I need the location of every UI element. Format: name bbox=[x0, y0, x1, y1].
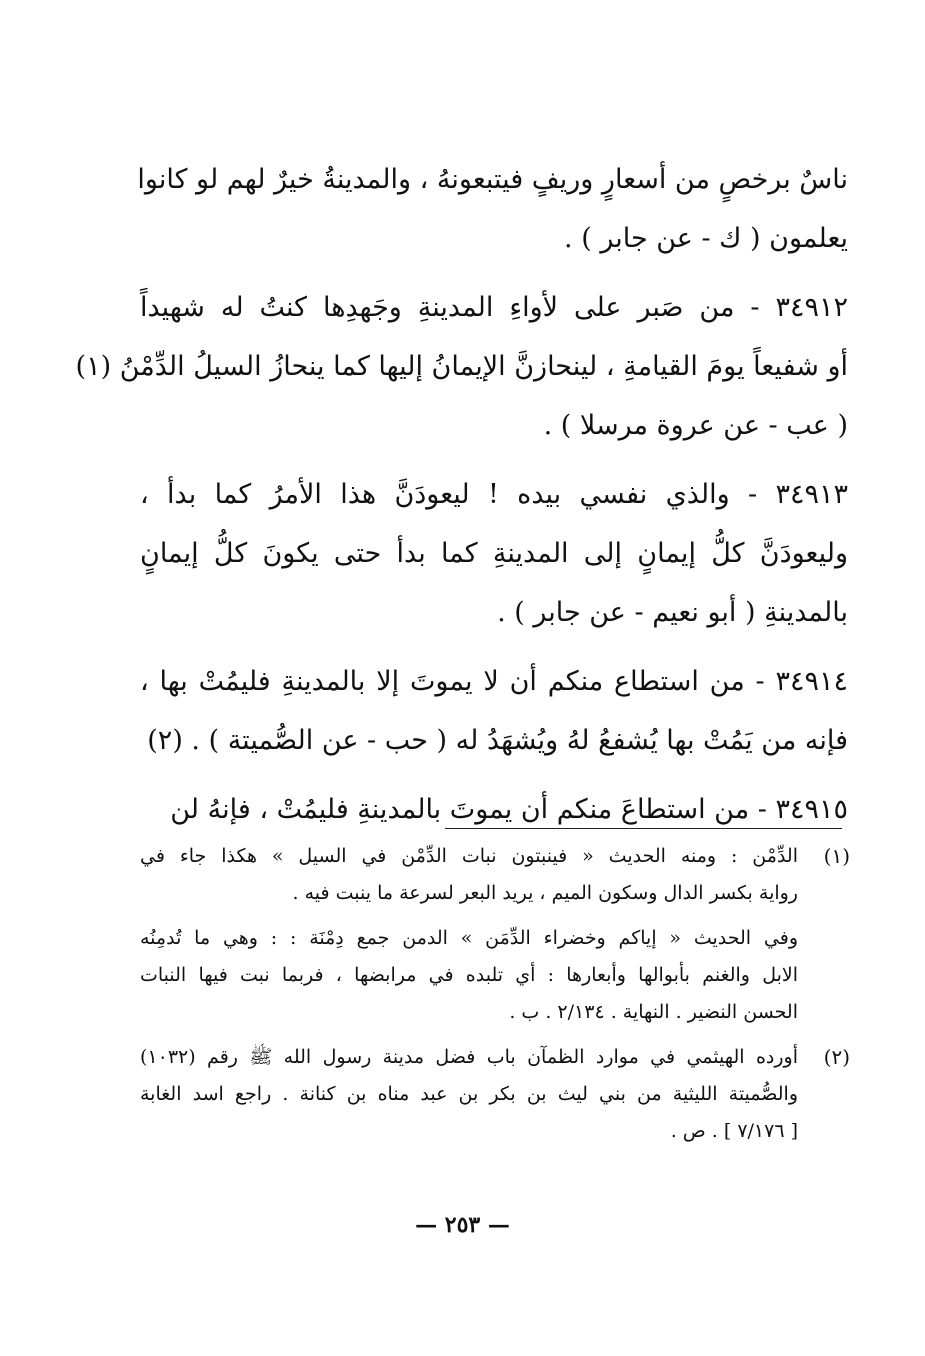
footnote-line: أورده الهيثمي في موارد الظمآن باب فضل مدينة رسول الله ﷺ رقم (١٠٣٢) bbox=[140, 1046, 798, 1068]
footnotes bbox=[140, 838, 850, 1150]
footnote-line: الحسن النضير . النهاية . ٢/١٣٤ . ب . bbox=[509, 1001, 798, 1023]
footnote-line: [ ٧/١٧٦ ] . ص . bbox=[670, 1120, 798, 1142]
paragraph bbox=[140, 780, 848, 839]
footnote-body bbox=[140, 1039, 798, 1150]
footnote-line: رواية بكسر الدال وسكون الميم ، يريد البعر لسرعة ما ينبت فيه . bbox=[292, 882, 798, 904]
text-line: ٣٤٩١٣ - والذي نفسي بيده ! ليعودَنَّ هذا الأمرُ كما بدأ ، bbox=[140, 479, 848, 510]
footnote-separator bbox=[445, 828, 842, 829]
text-line: أو شفيعاً يومَ القيامةِ ، لينحازنَّ الإيمانُ إليها كما ينحازُ السيلُ الدِّمْنُ (١) bbox=[75, 351, 848, 382]
paragraph bbox=[137, 150, 848, 268]
footnote-number: (٢) bbox=[823, 1045, 850, 1069]
text-line: ٣٤٩١٥ - من استطاعَ منكم أن يموتَ بالمدينةِ فليمُتْ ، فإنهُ لن bbox=[170, 794, 848, 825]
text-line: فإنه من يَمُتْ بها يُشفعُ لهُ ويُشهَدُ له ( حب - عن الصُّميتة ) . (٢) bbox=[147, 725, 848, 756]
main-text bbox=[75, 150, 848, 839]
text-line: وليعودَنَّ كلُّ إيمانٍ إلى المدينةِ كما بدأ حتى يكونَ كلُّ إيمانٍ bbox=[140, 538, 848, 569]
footnote-line: وفي الحديث « إياكم وخضراء الدِّمَن » الدمن جمع دِمْنَة : : وهي ما تُدمِنُه bbox=[140, 927, 798, 949]
footnote bbox=[140, 838, 850, 1031]
footnote-number: (١) bbox=[823, 844, 850, 868]
paragraph bbox=[140, 465, 848, 642]
footnote-line: الدِّمْن : ومنه الحديث « فينبتون نبات الدِّمْن في السيل » هكذا جاء في bbox=[140, 845, 798, 867]
footnote-line: والصُّميتة الليثية من بني ليث بن بكر بن عبد مناه بن كنانة . راجع اسد الغابة bbox=[140, 1083, 798, 1105]
footnote bbox=[140, 1039, 850, 1150]
text-line: ٣٤٩١٢ - من صَبر على لأواءِ المدينةِ وجَهدِها كنتُ له شهيداً bbox=[140, 292, 848, 323]
footnote-line: الابل والغنم بأبوالها وأبعارها : أي تلبده في مرابضها ، فربما نبت فيها النبات bbox=[140, 964, 798, 986]
text-line: يعلمون ( ك - عن جابر ) . bbox=[564, 223, 848, 254]
text-line: بالمدينةِ ( أبو نعيم - عن جابر ) . bbox=[497, 597, 848, 628]
text-line: ناسٌ برخصٍ من أسعارٍ وريفٍ فيتبعونهُ ، والمدينةُ خيرٌ لهم لو كانوا bbox=[137, 164, 848, 195]
page-number: — ٢٥٣ — bbox=[415, 1212, 510, 1238]
paragraph bbox=[75, 278, 848, 455]
footnote-body bbox=[140, 838, 798, 1031]
text-line: ٣٤٩١٤ - من استطاع منكم أن لا يموتَ إلا بالمدينةِ فليمُتْ بها ، bbox=[140, 666, 848, 697]
text-line: ( عب - عن عروة مرسلا ) . bbox=[543, 410, 848, 441]
paragraph bbox=[140, 652, 848, 770]
